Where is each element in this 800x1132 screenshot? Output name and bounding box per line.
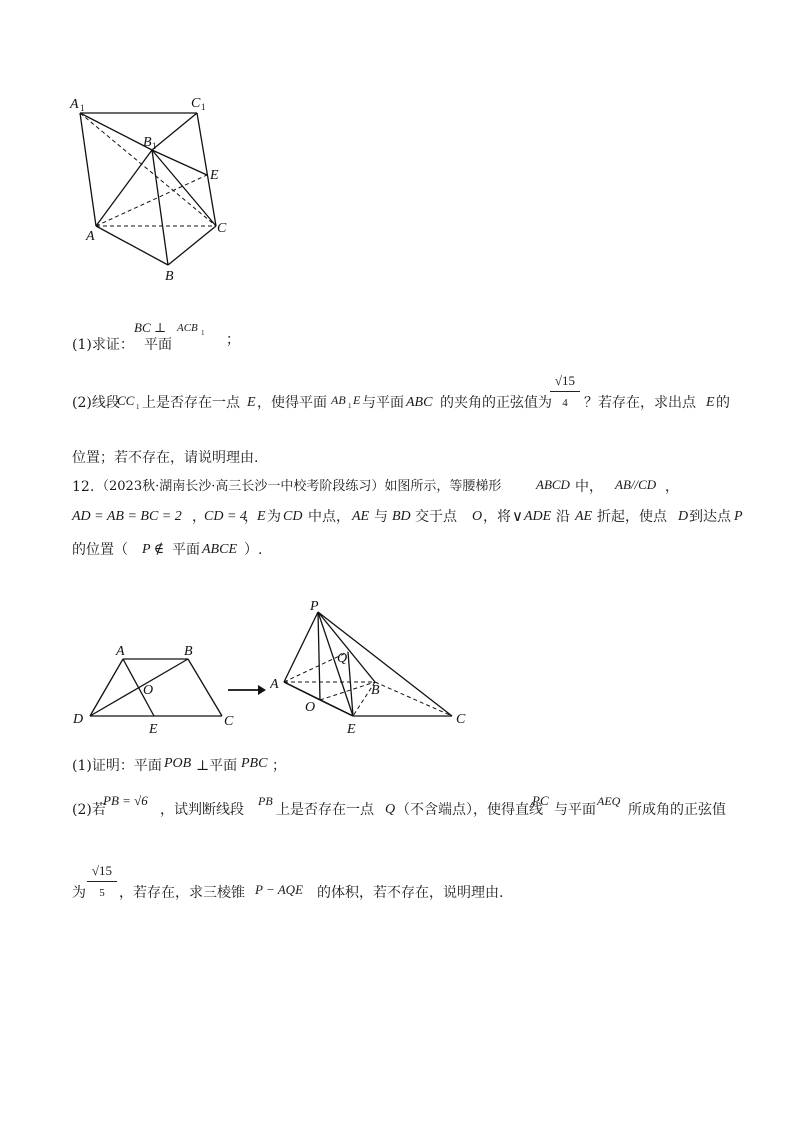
q12-p1-pob: POB — [164, 756, 192, 771]
q12-l3-p: P ∉ — [142, 542, 165, 557]
q12-p2-pb: PB = √6 — [103, 793, 148, 808]
q1-part1-acb: ACB — [177, 322, 198, 334]
q12-bd: BD — [392, 509, 411, 524]
q12-eq1: AD = AB = BC = 2 — [72, 509, 182, 524]
q1-part2-ab: AB — [331, 393, 346, 407]
label-b: B — [165, 269, 174, 284]
label-a1-sub: 1 — [80, 103, 85, 113]
q12-t1: 为 — [267, 509, 281, 525]
arrow-icon — [226, 683, 266, 697]
q12-line1 — [72, 478, 752, 500]
q1-part1 — [72, 320, 272, 359]
q12-p2-prefix: (2)若 — [72, 802, 106, 818]
q1-part2-line2: 位置；若不存在，请说明理由. — [72, 450, 259, 466]
q12-src-mid: 中， — [575, 479, 603, 495]
label-c1: C — [191, 96, 201, 111]
q12-part1 — [72, 757, 372, 779]
label-a1: A — [70, 97, 79, 112]
label-a: A — [86, 229, 95, 244]
fig3-label-q: Q — [337, 651, 348, 666]
q12-p2-t5: 所成角的正弦值 — [628, 802, 726, 818]
q12-ade: ADE — [524, 509, 552, 524]
q12-p1-end: ； — [272, 758, 286, 774]
q12-part2 — [72, 790, 752, 820]
q1-part2-mid2: ，使得平面 — [257, 395, 327, 411]
fig3-label-o: O — [305, 700, 316, 715]
q12-p1-pbc: PBC — [241, 756, 268, 771]
q12-source: （2023秋·湖南长沙·高三长沙一中校考阶段练习）如图所示，等腰梯形 — [96, 479, 502, 494]
q1-part1-prefix: (1)求证： — [72, 337, 134, 353]
q1-part2-mid5: ？若存在，求出点 — [584, 395, 696, 411]
q12-ae: AE — [352, 509, 370, 524]
fig2-label-d: D — [73, 712, 84, 727]
q12-p2-t1: ，试判断线段 — [160, 802, 244, 818]
q12-p2-t6: ，若存在，求三棱锥 — [119, 885, 245, 901]
q12-l3-t1: 的位置（ — [72, 542, 128, 558]
q12-l3-t2: 平面 — [172, 542, 200, 558]
q1-part2-mid1: 上是否存在一点 — [142, 395, 240, 411]
prism-figure — [60, 90, 240, 290]
q12-p2-pb2: PB — [258, 794, 273, 808]
q12-p2-q: Q — [385, 802, 396, 817]
label-c1-sub: 1 — [201, 102, 206, 112]
q1-part2-cc: CC — [117, 393, 135, 408]
label-e: E — [210, 168, 219, 183]
q12-t5: ，将 — [483, 509, 511, 525]
fig2-label-e: E — [149, 722, 158, 737]
q12-c1: ， — [192, 509, 206, 525]
q12-eq2: CD = 4 — [204, 509, 247, 524]
q1-part2-abc: ABC — [406, 395, 433, 410]
q12-line2 — [72, 508, 772, 530]
q1-part2-end: 的 — [716, 395, 730, 411]
q12-t3: 与 — [374, 509, 388, 525]
fig3-label-a: A — [270, 677, 279, 692]
q12-t6: 沿 — [556, 509, 570, 525]
q12-t8: 到达点 — [689, 509, 731, 525]
q1-part2-mid3: 与平面 — [362, 395, 404, 411]
q12-p2-t4: 与平面 — [554, 802, 596, 818]
q12-p2-t3: （不含端点），使得直线 — [396, 802, 543, 818]
q12-p1-prefix: (1)证明：平面 — [72, 758, 162, 774]
q12-t2: 中点， — [308, 509, 350, 525]
label-b1: B — [143, 135, 152, 150]
fig3-label-b: B — [371, 683, 380, 698]
q12-p2-pc: PC — [532, 793, 549, 808]
q1-part2-frac-bar — [550, 391, 580, 392]
fig3-label-e: E — [347, 722, 356, 737]
q12-cd: CD — [283, 509, 303, 524]
q1-part2-abe: E — [353, 393, 361, 407]
q12-number: 12. — [72, 479, 95, 495]
q1-part1-plane: 平面 — [144, 337, 172, 353]
q12-l3-t3: ）. — [244, 542, 263, 558]
q1-part2-prefix: (2)线段 — [72, 395, 120, 411]
label-b1-sub: 1 — [152, 141, 157, 151]
q12-src-end: ， — [665, 479, 679, 495]
q12-p2-t7: 的体积，若不存在，说明理由. — [317, 885, 504, 901]
q12-e: E — [257, 509, 266, 524]
q12-p2-frac-num: √15 — [91, 863, 113, 878]
q12-abcd: ABCD — [536, 477, 570, 492]
q12-ae2: AE — [575, 509, 593, 524]
q12-l3-abce: ABCE — [202, 542, 237, 557]
q12-p2-frac-bar — [87, 881, 117, 882]
q1-part2 — [72, 372, 732, 412]
q1-part1-end: ； — [226, 332, 240, 348]
q12-t7: 折起，使点 — [597, 509, 667, 525]
q12-d: D — [678, 509, 689, 524]
label-c: C — [217, 221, 227, 236]
q1-part1-acb-sub: 1 — [201, 329, 205, 337]
q1-part2-e2: E — [706, 395, 715, 410]
q12-parallel: AB//CD — [615, 477, 657, 492]
q1-part2-mid4: 的夹角的正弦值为 — [440, 395, 552, 411]
q12-p2-wei: 为 — [72, 885, 86, 901]
q12-p: P — [734, 509, 743, 524]
q12-tri: ∨ — [512, 509, 523, 525]
q1-part2-cc-sub: 1 — [136, 403, 140, 411]
q12-o: O — [472, 509, 483, 524]
q1-part2-e: E — [247, 395, 256, 410]
q12-p2-frac-den: 5 — [99, 887, 105, 899]
fig2-label-b: B — [184, 644, 193, 659]
q12-p1-perp: ⊥平面 — [196, 758, 238, 774]
q12-p2-aeq: AEQ — [597, 794, 621, 808]
q12-p2-t2: 上是否存在一点 — [276, 802, 374, 818]
q1-part1-bc: BC ⊥ — [134, 320, 167, 335]
q12-part2-line2 — [72, 862, 572, 902]
fig2-label-o: O — [143, 683, 154, 698]
q12-c2: ， — [244, 509, 258, 525]
fig2-label-c: C — [224, 714, 234, 729]
q12-p2-paqe: P − AQE — [255, 882, 304, 897]
fig2-label-a: A — [116, 644, 125, 659]
q12-line3 — [72, 541, 372, 563]
q1-part2-frac-num: √15 — [554, 373, 576, 388]
fig3-label-p: P — [310, 599, 319, 614]
trapezoid-figure — [66, 640, 246, 740]
q1-part2-ab-sub: 1 — [348, 402, 352, 410]
q1-part2-frac-den: 4 — [562, 397, 568, 409]
q12-t4: 交于点 — [415, 509, 457, 525]
fig3-label-c: C — [456, 712, 466, 727]
pyramid-figure — [270, 595, 480, 740]
